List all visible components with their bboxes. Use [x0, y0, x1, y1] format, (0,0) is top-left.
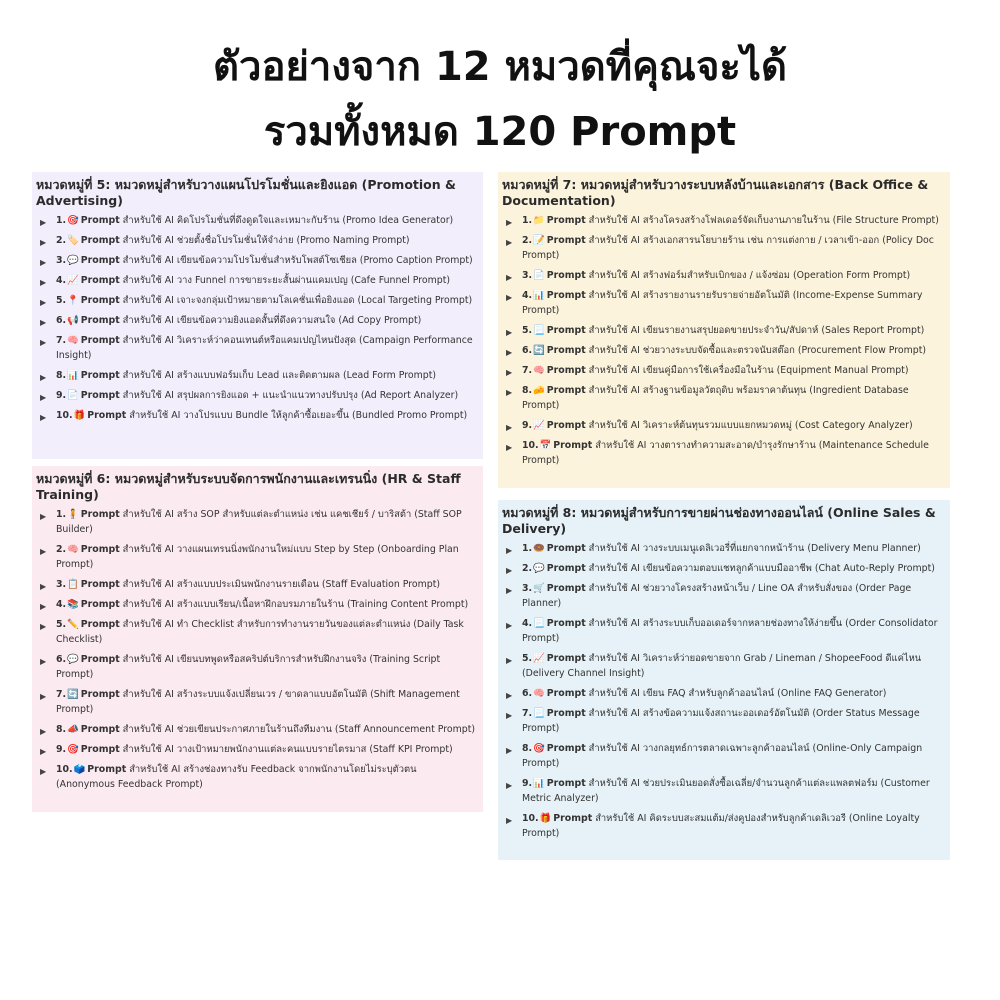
toggle-triangle-icon[interactable]: ▶: [506, 388, 513, 397]
item-text: สำหรับใช้ AI สร้างฐานข้อมูลวัตถุดิบ พร้อมราคาต้นทุน (Ingredient Database Prompt): [522, 385, 909, 411]
item-emoji-icon: 🏷️: [67, 235, 79, 246]
toggle-triangle-icon[interactable]: ▶: [40, 278, 47, 287]
toggle-triangle-icon[interactable]: ▶: [40, 657, 47, 666]
prompt-list-item[interactable]: [36, 652, 477, 682]
item-number: 5.: [522, 325, 533, 336]
item-emoji-icon: ✏️: [67, 619, 79, 630]
item-keyword: Prompt: [80, 335, 120, 346]
prompt-list-item[interactable]: [502, 776, 944, 806]
item-emoji-icon: 🗳️: [73, 764, 86, 775]
item-keyword: Prompt: [546, 345, 586, 356]
item-number: 2.: [522, 563, 533, 574]
item-text: สำหรับใช้ AI สร้างระบบแจ้งเปลี่ยนเวร / ขาดลาแบบอัตโนมัติ (Shift Management Prompt): [56, 689, 460, 715]
prompt-list-item[interactable]: [36, 722, 477, 737]
item-number: 9.: [56, 744, 67, 755]
toggle-triangle-icon[interactable]: ▶: [506, 711, 513, 720]
item-number: 10.: [522, 440, 539, 451]
item-keyword: Prompt: [80, 315, 120, 326]
item-text: สำหรับใช้ AI วาง Funnel การขายระยะสั้นผ่านแคมเปญ (Cafe Funnel Prompt): [122, 275, 451, 286]
item-text: สำหรับใช้ AI สร้างแบบเรียน/เนื้อหาฝึกอบรมภายในร้าน (Training Content Prompt): [122, 599, 469, 610]
item-text: สำหรับใช้ AI ช่วยวางโครงสร้างหน้าเว็บ / Line OA สำหรับสั่งของ (Order Page Planner): [522, 583, 912, 609]
headline-line-1: ตัวอย่างจาก 12 หมวดที่คุณจะได้: [213, 44, 787, 90]
toggle-triangle-icon[interactable]: ▶: [506, 546, 513, 555]
item-keyword: Prompt: [80, 275, 120, 286]
item-text: สำหรับใช้ AI คิดระบบสะสมแต้ม/ส่งคูปองสำหรับลูกค้าเดลิเวอรี (Online Loyalty Prompt): [522, 813, 920, 839]
prompt-list-item[interactable]: [502, 268, 944, 283]
item-text: สำหรับใช้ AI ทำ Checklist สำหรับการทำงานรายวันของแต่ละตำแหน่ง (Daily Task Checklist): [56, 619, 464, 645]
item-keyword: Prompt: [546, 543, 586, 554]
item-text: สำหรับใช้ AI เขียนรายงานสรุปยอดขายประจำวัน/สัปดาห์ (Sales Report Prompt): [588, 325, 925, 336]
prompt-list-item[interactable]: [36, 507, 477, 537]
toggle-triangle-icon[interactable]: ▶: [40, 767, 47, 776]
item-text: สำหรับใช้ AI ช่วยประเมินยอดสั่งซื้อเฉลี่ย/จำนวนลูกค้าแต่ละแพลตฟอร์ม (Customer Metric Analyzer): [522, 778, 930, 804]
section-5-panel: [32, 172, 483, 459]
item-number: 2.: [56, 544, 67, 555]
section-6-panel: [32, 466, 483, 812]
section-6-title: หมวดหมู่ที่ 6: หมวดหมู่สำหรับระบบจัดการพนักงานและเทรนนิ่ง (HR & Staff Training): [36, 471, 461, 502]
item-number: 9.: [522, 420, 533, 431]
item-emoji-icon: 📃: [533, 708, 545, 719]
prompt-list-item[interactable]: [36, 597, 477, 612]
section-8-panel: [498, 500, 950, 860]
toggle-triangle-icon[interactable]: ▶: [40, 413, 47, 422]
item-keyword: Prompt: [546, 420, 586, 431]
toggle-triangle-icon[interactable]: ▶: [506, 691, 513, 700]
item-emoji-icon: 🧠: [533, 365, 545, 376]
item-text: สำหรับใช้ AI วิเคราะห์ว่าคอนเทนต์หรือแคมเปญไหนปังสุด (Campaign Performance Insight): [56, 335, 473, 361]
item-text: สำหรับใช้ AI วางตารางทำความสะอาด/บำรุงรักษาร้าน (Maintenance Schedule Prompt): [522, 440, 929, 466]
item-text: สำหรับใช้ AI สร้างช่องทางรับ Feedback จากพนักงานโดยไม่ระบุตัวตน (Anonymous Feedback Prompt): [56, 764, 417, 790]
item-number: 8.: [522, 743, 533, 754]
prompt-list-item[interactable]: [502, 561, 944, 576]
item-keyword: Prompt: [80, 599, 120, 610]
item-number: 6.: [522, 345, 533, 356]
item-emoji-icon: 🎁: [539, 813, 552, 824]
item-number: 1.: [522, 215, 533, 226]
item-emoji-icon: 📋: [67, 579, 79, 590]
prompt-list-item[interactable]: [502, 706, 944, 736]
item-number: 6.: [56, 654, 67, 665]
item-number: 5.: [522, 653, 533, 664]
item-number: 2.: [522, 235, 533, 246]
item-text: สำหรับใช้ AI วิเคราะห์ว่ายอดขายจาก Grab / Lineman / ShopeeFood ดีแค่ไหน (Delivery Channel Insight): [522, 653, 922, 679]
item-keyword: Prompt: [87, 410, 127, 421]
prompt-list-item[interactable]: [36, 368, 477, 383]
item-emoji-icon: 📈: [533, 653, 545, 664]
item-keyword: Prompt: [80, 544, 120, 555]
prompt-list-item[interactable]: [36, 233, 477, 248]
toggle-triangle-icon[interactable]: ▶: [506, 423, 513, 432]
prompt-list-item[interactable]: [502, 438, 944, 468]
toggle-triangle-icon[interactable]: ▶: [40, 338, 47, 347]
item-text: สำหรับใช้ AI เขียนบทพูดหรือสคริปต์บริการสำหรับฝึกงานจริง (Training Script Prompt): [56, 654, 441, 680]
item-keyword: Prompt: [546, 290, 586, 301]
toggle-triangle-icon[interactable]: ▶: [40, 602, 47, 611]
item-keyword: Prompt: [80, 619, 120, 630]
item-number: 9.: [56, 390, 67, 401]
item-text: สำหรับใช้ AI เจาะจงกลุ่มเป้าหมายตามโลเคชั่นเพื่อยิงแอด (Local Targeting Prompt): [122, 295, 473, 306]
prompt-list-item[interactable]: [36, 273, 477, 288]
toggle-triangle-icon[interactable]: ▶: [40, 238, 47, 247]
item-emoji-icon: 🧍: [67, 509, 79, 520]
item-emoji-icon: 💬: [67, 255, 79, 266]
item-text: สำหรับใช้ AI สรุปผลการยิงแอด + แนะนำแนวทางปรับปรุง (Ad Report Analyzer): [122, 390, 459, 401]
toggle-triangle-icon[interactable]: ▶: [506, 746, 513, 755]
toggle-triangle-icon[interactable]: ▶: [40, 318, 47, 327]
item-number: 5.: [56, 619, 67, 630]
item-keyword: Prompt: [546, 653, 586, 664]
item-number: 2.: [56, 235, 67, 246]
item-emoji-icon: 🎯: [533, 743, 545, 754]
toggle-triangle-icon[interactable]: ▶: [40, 622, 47, 631]
toggle-triangle-icon[interactable]: ▶: [40, 692, 47, 701]
item-emoji-icon: 🧠: [67, 335, 79, 346]
prompt-list-item[interactable]: [502, 343, 944, 358]
item-emoji-icon: 📅: [539, 440, 552, 451]
item-text: สำหรับใช้ AI วางแผนเทรนนิ่งพนักงานใหม่แบบ Step by Step (Onboarding Plan Prompt): [56, 544, 459, 570]
item-text: สำหรับใช้ AI ช่วยวางระบบจัดซื้อและตรวจนับสต๊อก (Procurement Flow Prompt): [588, 345, 927, 356]
item-text: สำหรับใช้ AI ช่วยเขียนประกาศภายในร้านถึงทีมงาน (Staff Announcement Prompt): [122, 724, 476, 735]
item-text: สำหรับใช้ AI เขียนข้อความยิงแอดสั้นที่ดึงความสนใจ (Ad Copy Prompt): [122, 315, 422, 326]
prompt-list-item[interactable]: [502, 541, 944, 556]
toggle-triangle-icon[interactable]: ▶: [506, 621, 513, 630]
item-emoji-icon: 📝: [533, 235, 545, 246]
item-keyword: Prompt: [553, 440, 593, 451]
prompt-list-item[interactable]: [36, 293, 477, 308]
headline-line-2: รวมทั้งหมด 120 Prompt: [263, 109, 737, 155]
item-number: 6.: [56, 315, 67, 326]
item-text: สำหรับใช้ AI วิเคราะห์ต้นทุนรวมแบบแยกหมวดหมู่ (Cost Category Analyzer): [588, 420, 913, 431]
item-text: สำหรับใช้ AI วางโปรแบบ Bundle ให้ลูกค้าซื้อเยอะขึ้น (Bundled Promo Prompt): [129, 410, 468, 421]
item-keyword: Prompt: [546, 708, 586, 719]
toggle-triangle-icon[interactable]: ▶: [40, 747, 47, 756]
item-keyword: Prompt: [546, 618, 586, 629]
section-7-title: หมวดหมู่ที่ 7: หมวดหมู่สำหรับวางระบบหลังบ้านและเอกสาร (Back Office & Documentation): [502, 177, 929, 208]
item-text: สำหรับใช้ AI เขียนคู่มือการใช้เครื่องมือในร้าน (Equipment Manual Prompt): [588, 365, 909, 376]
item-keyword: Prompt: [80, 370, 120, 381]
toggle-triangle-icon[interactable]: ▶: [506, 218, 513, 227]
prompt-list-item[interactable]: [36, 687, 477, 717]
toggle-triangle-icon[interactable]: ▶: [506, 566, 513, 575]
toggle-triangle-icon[interactable]: ▶: [40, 298, 47, 307]
item-emoji-icon: 📣: [67, 724, 79, 735]
toggle-triangle-icon[interactable]: ▶: [506, 273, 513, 282]
item-emoji-icon: 🧠: [533, 688, 545, 699]
item-number: 7.: [56, 689, 67, 700]
toggle-triangle-icon[interactable]: ▶: [506, 586, 513, 595]
item-number: 6.: [522, 688, 533, 699]
item-emoji-icon: 🧀: [533, 385, 545, 396]
prompt-list-item[interactable]: [502, 233, 944, 263]
item-keyword: Prompt: [80, 215, 120, 226]
prompt-list-item[interactable]: [36, 617, 477, 647]
prompt-list-item[interactable]: [36, 408, 477, 423]
item-keyword: Prompt: [80, 689, 120, 700]
item-emoji-icon: 📁: [533, 215, 545, 226]
item-number: 10.: [522, 813, 539, 824]
item-text: สำหรับใช้ AI สร้างฟอร์มสำหรับเบิกของ / แจ้งซ่อม (Operation Form Prompt): [588, 270, 911, 281]
item-number: 1.: [522, 543, 533, 554]
item-emoji-icon: 🎯: [67, 215, 79, 226]
item-emoji-icon: 🔄: [533, 345, 545, 356]
prompt-list-item[interactable]: [502, 686, 944, 701]
item-emoji-icon: 📄: [533, 270, 545, 281]
prompt-list-item[interactable]: [36, 213, 477, 228]
item-number: 3.: [56, 579, 67, 590]
item-keyword: Prompt: [546, 778, 586, 789]
item-keyword: Prompt: [546, 215, 586, 226]
item-keyword: Prompt: [546, 365, 586, 376]
prompt-list-item[interactable]: [502, 383, 944, 413]
item-emoji-icon: 🔄: [67, 689, 79, 700]
item-keyword: Prompt: [546, 563, 586, 574]
item-number: 4.: [522, 618, 533, 629]
prompt-list-item[interactable]: [502, 616, 944, 646]
item-number: 8.: [56, 370, 67, 381]
item-number: 7.: [56, 335, 67, 346]
item-number: 1.: [56, 509, 67, 520]
item-number: 8.: [522, 385, 533, 396]
item-number: 1.: [56, 215, 67, 226]
item-emoji-icon: 📃: [533, 325, 545, 336]
item-keyword: Prompt: [546, 325, 586, 336]
item-keyword: Prompt: [80, 654, 120, 665]
item-number: 3.: [522, 583, 533, 594]
prompt-list-item[interactable]: [36, 742, 477, 757]
item-text: สำหรับใช้ AI วางเป้าหมายพนักงานแต่ละคนแบบรายไตรมาส (Staff KPI Prompt): [122, 744, 453, 755]
prompt-list-item[interactable]: [502, 741, 944, 771]
item-emoji-icon: 📃: [533, 618, 545, 629]
toggle-triangle-icon[interactable]: ▶: [506, 238, 513, 247]
item-keyword: Prompt: [546, 385, 586, 396]
item-number: 10.: [56, 410, 73, 421]
prompt-list-item[interactable]: [502, 288, 944, 318]
item-text: สำหรับใช้ AI วางระบบเมนูเดลิเวอรี่ที่แยกจากหน้าร้าน (Delivery Menu Planner): [588, 543, 921, 554]
item-number: 8.: [56, 724, 67, 735]
toggle-triangle-icon[interactable]: ▶: [40, 547, 47, 556]
item-text: สำหรับใช้ AI สร้างแบบประเมินพนักงานรายเดือน (Staff Evaluation Prompt): [122, 579, 441, 590]
item-emoji-icon: 📚: [67, 599, 79, 610]
prompt-list-item[interactable]: [36, 762, 477, 792]
item-text: สำหรับใช้ AI สร้างระบบเก็บออเดอร์จากหลายช่องทางให้ง่ายขึ้น (Order Consolidator Prompt): [522, 618, 938, 644]
item-text: สำหรับใช้ AI คิดโปรโมชั่นที่ดึงดูดใจและเหมาะกับร้าน (Promo Idea Generator): [122, 215, 454, 226]
item-emoji-icon: 🛒: [533, 583, 545, 594]
prompt-list-item[interactable]: [36, 577, 477, 592]
prompt-list-item[interactable]: [36, 253, 477, 268]
item-keyword: Prompt: [546, 583, 586, 594]
item-text: สำหรับใช้ AI สร้างข้อความแจ้งสถานะออเดอร์อัตโนมัติ (Order Status Message Prompt): [522, 708, 920, 734]
toggle-triangle-icon[interactable]: ▶: [506, 656, 513, 665]
section-5-list: [36, 213, 477, 423]
item-emoji-icon: 💬: [533, 563, 545, 574]
toggle-triangle-icon[interactable]: ▶: [506, 816, 513, 825]
prompt-list-item[interactable]: [36, 388, 477, 403]
toggle-triangle-icon[interactable]: ▶: [506, 328, 513, 337]
item-emoji-icon: 🎯: [67, 744, 79, 755]
item-text: สำหรับใช้ AI สร้างรายงานรายรับรายจ่ายอัตโนมัติ (Income-Expense Summary Prompt): [522, 290, 923, 316]
toggle-triangle-icon[interactable]: ▶: [506, 781, 513, 790]
toggle-triangle-icon[interactable]: ▶: [40, 218, 47, 227]
item-emoji-icon: 🧠: [67, 544, 79, 555]
item-emoji-icon: 📄: [67, 390, 79, 401]
item-keyword: Prompt: [553, 813, 593, 824]
toggle-triangle-icon[interactable]: ▶: [40, 582, 47, 591]
toggle-triangle-icon[interactable]: ▶: [506, 348, 513, 357]
item-number: 5.: [56, 295, 67, 306]
item-keyword: Prompt: [80, 724, 120, 735]
toggle-triangle-icon[interactable]: ▶: [40, 373, 47, 382]
item-keyword: Prompt: [546, 743, 586, 754]
item-number: 7.: [522, 365, 533, 376]
item-keyword: Prompt: [87, 764, 127, 775]
prompt-list-item[interactable]: [502, 811, 944, 841]
item-number: 3.: [56, 255, 67, 266]
toggle-triangle-icon[interactable]: ▶: [40, 258, 47, 267]
item-keyword: Prompt: [546, 270, 586, 281]
item-text: สำหรับใช้ AI วางกลยุทธ์การตลาดเฉพาะลูกค้าออนไลน์ (Online-Only Campaign Prompt): [522, 743, 923, 769]
section-6-list: [36, 507, 477, 792]
item-text: สำหรับใช้ AI ช่วยตั้งชื่อโปรโมชั่นให้จำง่าย (Promo Naming Prompt): [122, 235, 410, 246]
item-text: สำหรับใช้ AI เขียนข้อความตอบแชทลูกค้าแบบมืออาชีพ (Chat Auto-Reply Prompt): [588, 563, 935, 574]
item-keyword: Prompt: [80, 579, 120, 590]
item-number: 4.: [56, 599, 67, 610]
toggle-triangle-icon[interactable]: ▶: [40, 512, 47, 521]
item-keyword: Prompt: [80, 235, 120, 246]
item-number: 10.: [56, 764, 73, 775]
item-number: 3.: [522, 270, 533, 281]
prompt-list-item[interactable]: [502, 363, 944, 378]
item-emoji-icon: 📢: [67, 315, 79, 326]
item-emoji-icon: 💬: [67, 654, 79, 665]
section-5-title: หมวดหมู่ที่ 5: หมวดหมู่สำหรับวางแผนโปรโมชั่นและยิงแอด (Promotion & Advertising): [36, 177, 456, 208]
item-number: 7.: [522, 708, 533, 719]
item-emoji-icon: 📈: [67, 275, 79, 286]
item-text: สำหรับใช้ AI สร้างเอกสารนโยบายร้าน เช่น การแต่งกาย / เวลาเข้า-ออก (Policy Doc Prompt): [522, 235, 934, 261]
section-8-title: หมวดหมู่ที่ 8: หมวดหมู่สำหรับการขายผ่านช่องทางออนไลน์ (Online Sales & Delivery): [502, 505, 936, 536]
prompt-list-item[interactable]: [502, 581, 944, 611]
toggle-triangle-icon[interactable]: ▶: [506, 293, 513, 302]
item-text: สำหรับใช้ AI เขียน FAQ สำหรับลูกค้าออนไลน์ (Online FAQ Generator): [588, 688, 887, 699]
toggle-triangle-icon[interactable]: ▶: [506, 368, 513, 377]
item-emoji-icon: 🎁: [73, 410, 86, 421]
toggle-triangle-icon[interactable]: ▶: [506, 443, 513, 452]
item-number: 4.: [56, 275, 67, 286]
item-keyword: Prompt: [80, 390, 120, 401]
item-text: สำหรับใช้ AI เขียนข้อความโปรโมชั่นสำหรับโพสต์โซเชียล (Promo Caption Prompt): [122, 255, 473, 266]
item-emoji-icon: 📊: [67, 370, 79, 381]
prompt-list-item[interactable]: [502, 323, 944, 338]
section-8-list: [502, 541, 944, 841]
item-keyword: Prompt: [80, 744, 120, 755]
item-emoji-icon: 📍: [67, 295, 79, 306]
prompt-list-item[interactable]: [502, 651, 944, 681]
toggle-triangle-icon[interactable]: ▶: [40, 727, 47, 736]
prompt-list-item[interactable]: [36, 333, 477, 363]
item-emoji-icon: 📊: [533, 778, 545, 789]
toggle-triangle-icon[interactable]: ▶: [40, 393, 47, 402]
item-keyword: Prompt: [80, 509, 120, 520]
item-text: สำหรับใช้ AI สร้างแบบฟอร์มเก็บ Lead และติดตามผล (Lead Form Prompt): [122, 370, 437, 381]
section-7-list: [502, 213, 944, 468]
item-number: 9.: [522, 778, 533, 789]
prompt-list-item[interactable]: [36, 313, 477, 328]
item-keyword: Prompt: [80, 255, 120, 266]
prompt-list-item[interactable]: [502, 213, 944, 228]
prompt-list-item[interactable]: [502, 418, 944, 433]
section-7-panel: [498, 172, 950, 488]
item-number: 4.: [522, 290, 533, 301]
item-keyword: Prompt: [80, 295, 120, 306]
item-keyword: Prompt: [546, 688, 586, 699]
item-emoji-icon: 🍩: [533, 543, 545, 554]
prompt-list-item[interactable]: [36, 542, 477, 572]
item-emoji-icon: 📊: [533, 290, 545, 301]
item-emoji-icon: 📈: [533, 420, 545, 431]
item-keyword: Prompt: [546, 235, 586, 246]
item-text: สำหรับใช้ AI สร้างโครงสร้างโฟลเดอร์จัดเก็บงานภายในร้าน (File Structure Prompt): [588, 215, 939, 226]
item-text: สำหรับใช้ AI สร้าง SOP สำหรับแต่ละตำแหน่ง เช่น แคชเชียร์ / บาริสต้า (Staff SOP Builder): [56, 509, 462, 535]
